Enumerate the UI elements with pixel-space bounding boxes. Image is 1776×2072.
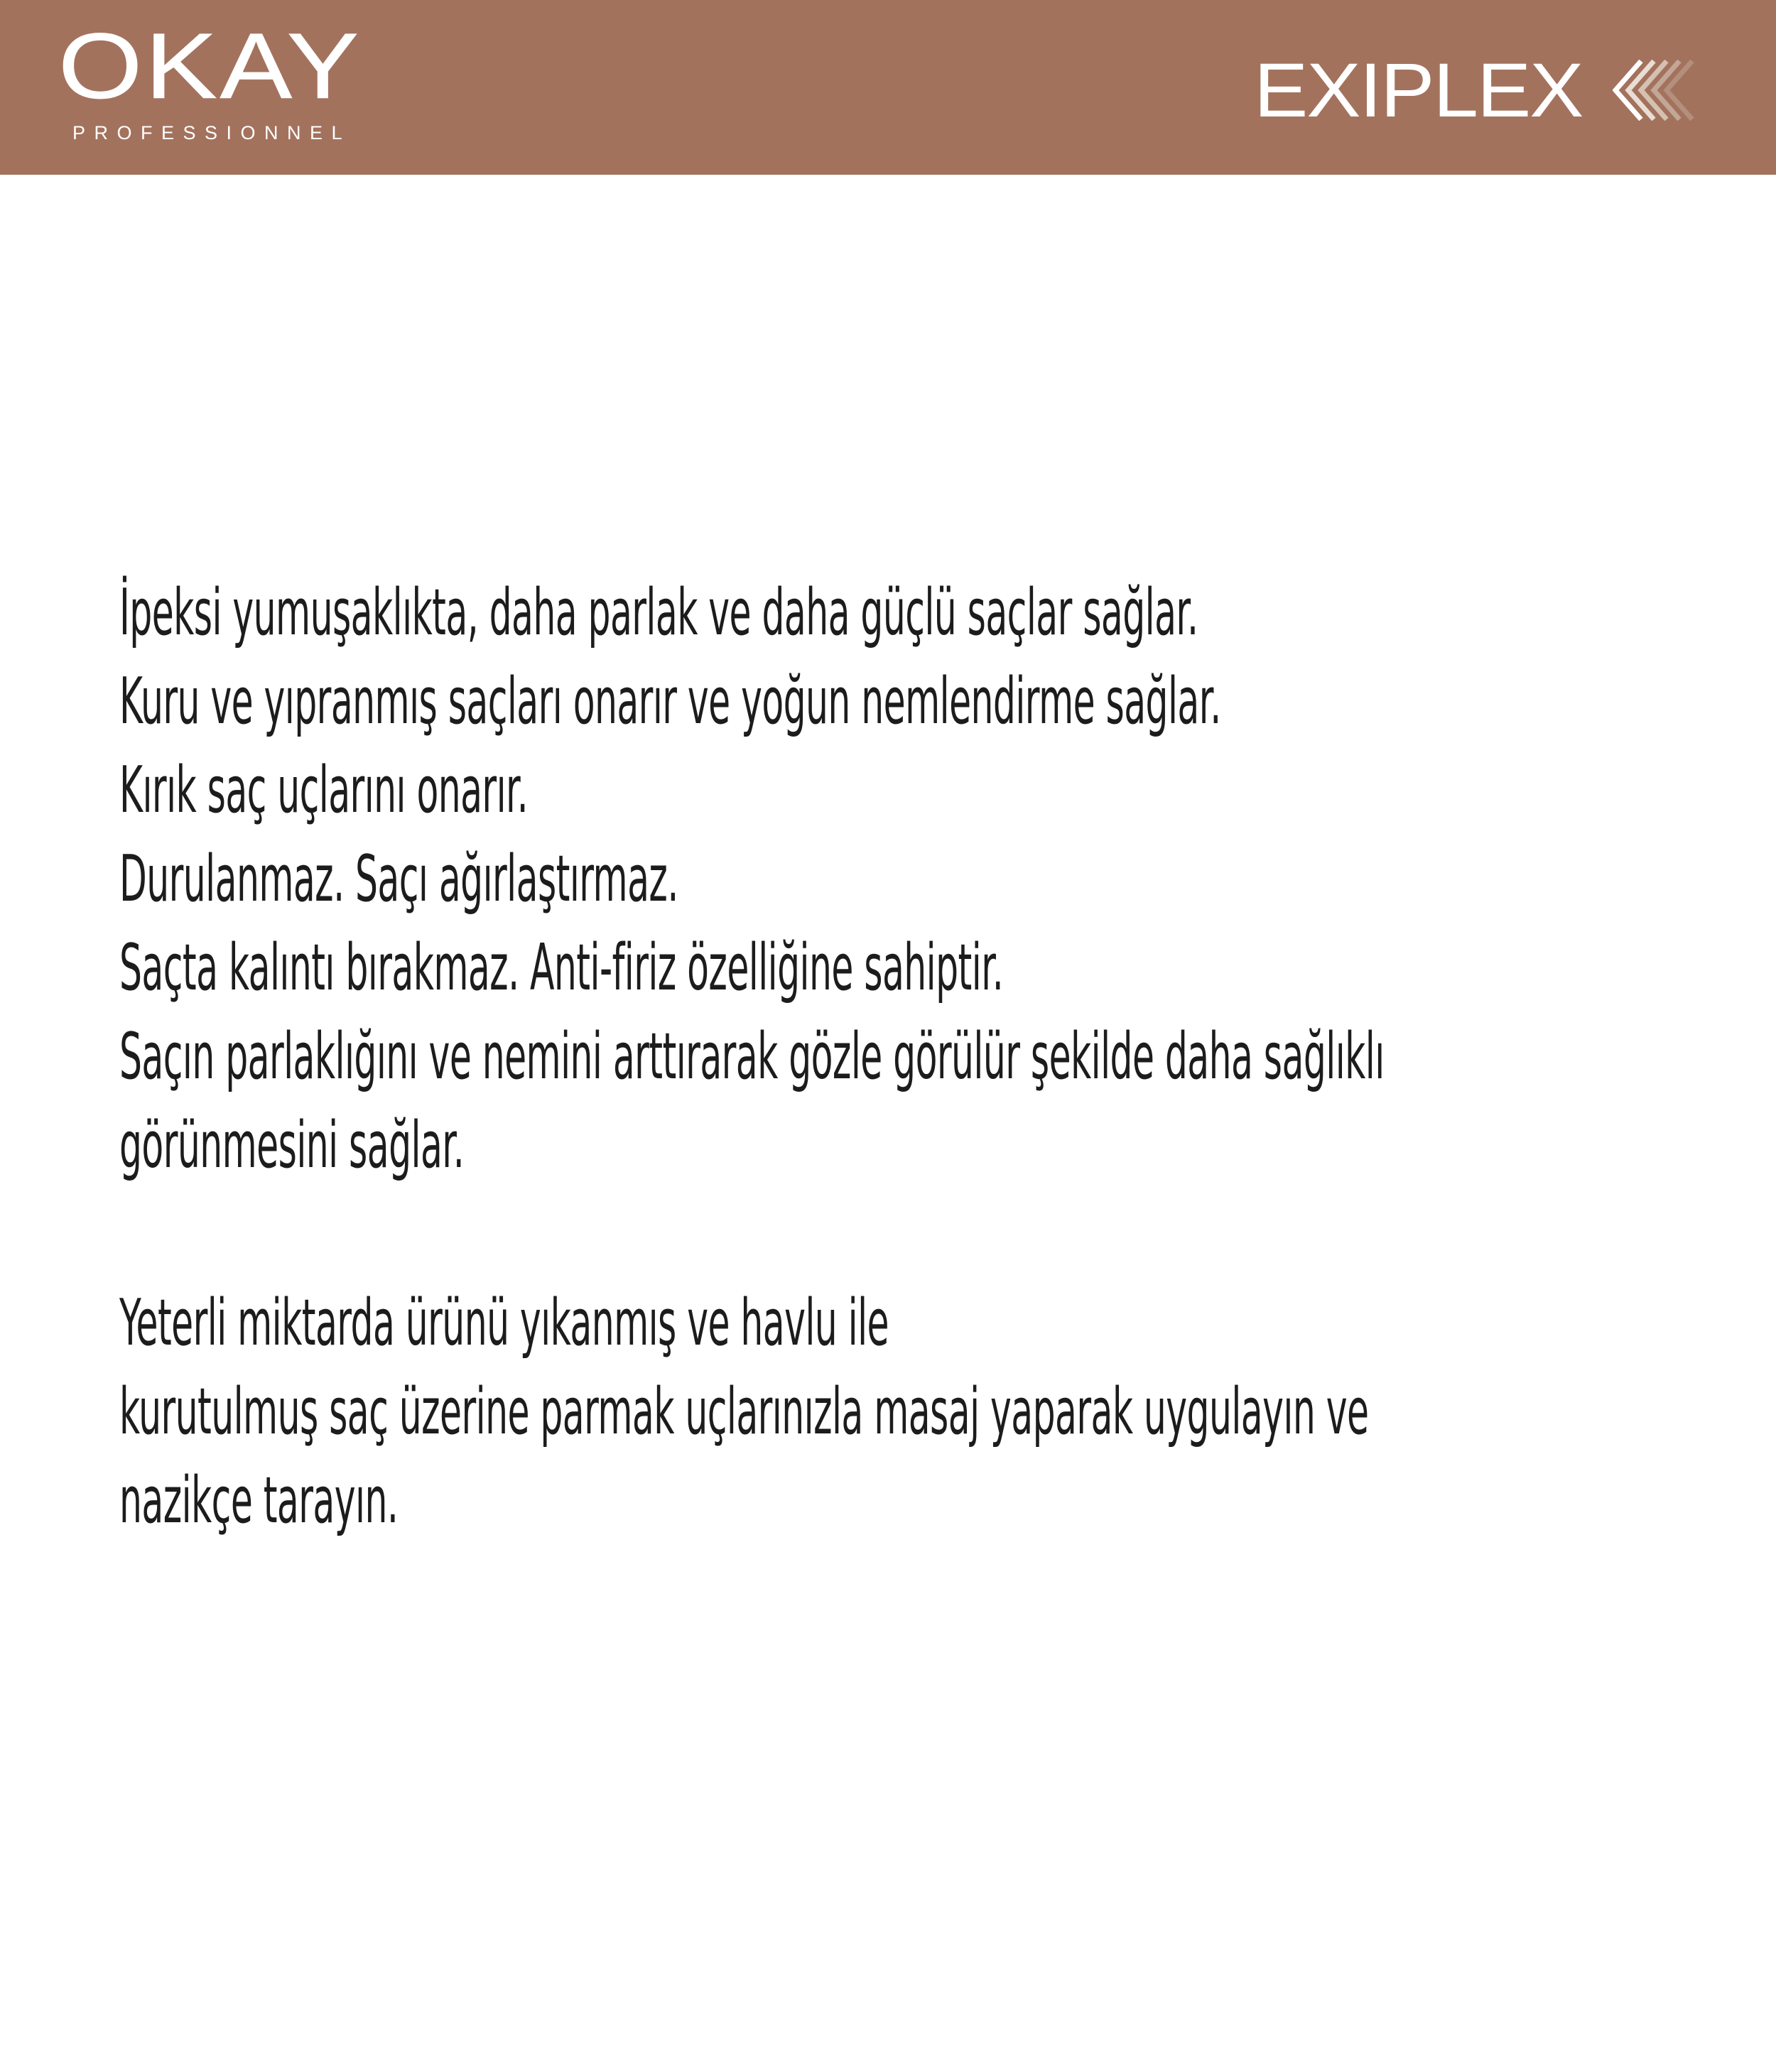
okay-professionnel-logo bbox=[58, 13, 413, 148]
benefit-line: Kırık saç uçlarını onarır. bbox=[119, 753, 529, 828]
product-description bbox=[119, 568, 1718, 1545]
benefit-line: Saçın parlaklığını ve nemini arttırarak gözle görülür şekilde daha sağlıklı bbox=[119, 1019, 1385, 1094]
usage-line: kurutulmuş saç üzerine parmak uçlarınızla masaj yaparak uygulayın ve bbox=[119, 1374, 1369, 1449]
paragraph-gap bbox=[119, 1190, 1718, 1279]
professionnel-tagline: PROFESSIONNEL bbox=[72, 122, 352, 143]
exiplex-logo bbox=[1254, 47, 1694, 133]
benefit-line: İpeksi yumuşaklıkta, daha parlak ve daha güçlü saçlar sağlar. bbox=[119, 575, 1198, 650]
header-band bbox=[0, 0, 1776, 175]
chevrons-left-icon bbox=[1613, 60, 1698, 121]
usage-line: Yeterli miktarda ürünü yıkanmış ve havlu ile bbox=[119, 1286, 889, 1360]
benefit-line: Kuru ve yıpranmış saçları onarır ve yoğun nemlendirme sağlar. bbox=[119, 664, 1221, 739]
benefit-line: Durulanmaz. Saçı ağırlaştırmaz. bbox=[119, 842, 678, 916]
benefit-line: görünmesini sağlar. bbox=[119, 1108, 465, 1183]
usage-line: nazikçe tarayın. bbox=[119, 1463, 399, 1538]
benefit-line: Saçta kalıntı bırakmaz. Anti-firiz özelliğine sahiptir. bbox=[119, 931, 1004, 1005]
okay-wordmark: OKAY bbox=[58, 13, 362, 119]
exiplex-wordmark: EXIPLEX bbox=[1254, 47, 1583, 133]
